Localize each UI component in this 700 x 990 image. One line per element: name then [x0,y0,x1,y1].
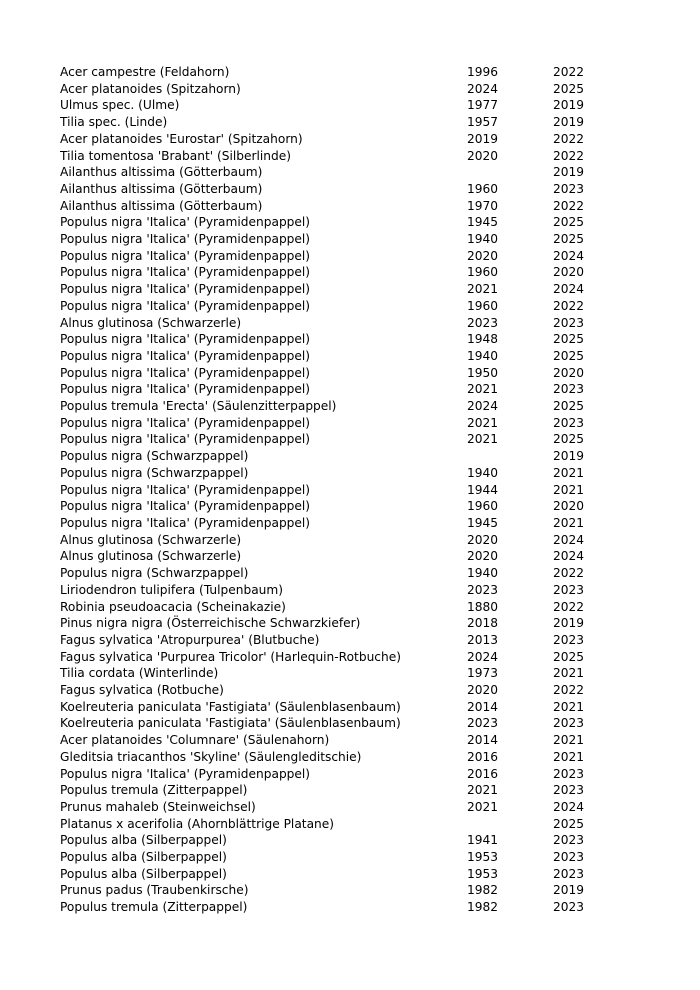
year-1-cell: 2013 [467,632,499,647]
year-2-cell: 2024 [553,248,585,263]
year-1-cell: 1950 [467,365,499,380]
year-2-cell: 2023 [553,382,585,397]
year-1-cell [467,816,553,833]
table-row [60,248,593,265]
year-2-cell: 2022 [553,683,585,698]
year-2-cell: 2022 [553,566,585,581]
tree-name-cell: Koelreuteria paniculata 'Fastigiata' (Säulenblasenbaum) [60,716,401,731]
year-2-cell: 2023 [553,866,585,881]
table-row [60,131,593,148]
year-1-cell: 2020 [467,248,499,263]
year-1-cell: 1996 [467,65,499,79]
year-1-cell: 2020 [467,549,499,564]
year-2-cell: 2021 [553,733,585,748]
year-2-cell: 2021 [553,749,585,764]
tree-name-cell: Liriodendron tulipifera (Tulpenbaum) [60,582,284,597]
year-2-cell: 2022 [553,298,585,313]
table-row [60,715,593,732]
year-1-cell: 2020 [467,532,499,547]
tree-name-cell: Populus nigra 'Italica' (Pyramidenpappel) [60,265,311,280]
table-row [60,114,593,131]
tree-name-cell: Populus nigra 'Italica' (Pyramidenpappel) [60,482,311,497]
year-2-cell: 2021 [553,482,585,497]
year-1-cell: 1941 [467,833,499,848]
table-row [60,97,593,114]
year-1-cell: 1944 [467,482,499,497]
year-2-cell: 2020 [553,365,585,380]
table-row [60,682,593,699]
year-2-cell: 2023 [553,716,585,731]
tree-name-cell: Alnus glutinosa (Schwarzerle) [60,549,242,564]
year-2-cell: 2025 [553,232,585,247]
year-1-cell: 2020 [467,683,499,698]
year-2-cell: 2022 [553,65,585,79]
table-row [60,649,593,666]
year-1-cell: 2023 [467,315,499,330]
tree-name-cell: Platanus x acerifolia (Ahornblättrige Platane) [60,816,335,831]
year-2-cell: 2019 [553,449,585,464]
tree-name-cell: Populus nigra 'Italica' (Pyramidenpappel) [60,248,311,263]
tree-name-cell: Populus nigra 'Italica' (Pyramidenpappel) [60,415,311,430]
tree-name-cell: Populus tremula (Zitterpappel) [60,900,248,915]
year-2-cell: 2019 [553,98,585,113]
tree-name-cell: Pinus nigra nigra (Österreichische Schwarzkiefer) [60,616,361,631]
tree-list-table [60,64,593,916]
table-row [60,849,593,866]
tree-name-cell: Populus nigra 'Italica' (Pyramidenpappel) [60,432,311,447]
tree-name-cell: Populus nigra 'Italica' (Pyramidenpappel) [60,766,311,781]
year-1-cell: 1982 [467,883,499,898]
year-2-cell: 2025 [553,399,585,414]
tree-name-cell: Tilia tomentosa 'Brabant' (Silberlinde) [60,148,291,163]
table-row [60,699,593,716]
table-row [60,431,593,448]
table-row [60,532,593,549]
year-1-cell: 1940 [467,465,499,480]
table-row [60,732,593,749]
year-2-cell: 2022 [553,599,585,614]
year-2-cell: 2019 [553,115,585,130]
year-1-cell: 2021 [467,382,499,397]
year-2-cell: 2025 [553,816,585,831]
year-1-cell: 2021 [467,415,499,430]
year-2-cell: 2021 [553,666,585,681]
table-row [60,448,593,465]
tree-name-cell: Acer platanoides (Spitzahorn) [60,81,241,96]
year-1-cell: 1880 [467,599,499,614]
tree-name-cell: Populus nigra 'Italica' (Pyramidenpappel) [60,365,311,380]
tree-name-cell: Prunus padus (Traubenkirsche) [60,883,249,898]
table-row [60,515,593,532]
year-1-cell: 2016 [467,766,499,781]
year-2-cell: 2024 [553,799,585,814]
year-1-cell: 1948 [467,332,499,347]
table-row [60,832,593,849]
table-row [60,749,593,766]
table-row [60,782,593,799]
year-1-cell: 1940 [467,232,499,247]
table-row [60,882,593,899]
tree-name-cell: Populus tremula 'Erecta' (Säulenzitterpappel) [60,399,337,414]
tree-name-cell: Acer platanoides 'Eurostar' (Spitzahorn) [60,131,303,146]
table-row [60,415,593,432]
year-1-cell: 2024 [467,649,499,664]
tree-name-cell: Populus nigra 'Italica' (Pyramidenpappel) [60,298,311,313]
tree-name-cell: Alnus glutinosa (Schwarzerle) [60,315,242,330]
year-1-cell: 1945 [467,515,499,530]
tree-name-cell: Fagus sylvatica 'Atropurpurea' (Blutbuche) [60,632,320,647]
tree-name-cell: Tilia spec. (Linde) [60,115,168,130]
year-1-cell: 1977 [467,98,499,113]
year-1-cell: 1953 [467,850,499,865]
table-row [60,148,593,165]
year-2-cell: 2023 [553,850,585,865]
year-2-cell: 2024 [553,549,585,564]
year-1-cell: 2024 [467,81,499,96]
tree-name-cell: Populus nigra 'Italica' (Pyramidenpappel) [60,515,311,530]
tree-name-cell: Prunus mahaleb (Steinweichsel) [60,799,256,814]
year-1-cell: 2014 [467,733,499,748]
year-2-cell: 2023 [553,766,585,781]
tree-name-cell: Populus nigra (Schwarzpappel) [60,465,249,480]
year-2-cell: 2024 [553,532,585,547]
tree-name-cell: Robinia pseudoacacia (Scheinakazie) [60,599,286,614]
table-row [60,281,593,298]
table-row [60,482,593,499]
table-row [60,214,593,231]
year-2-cell: 2025 [553,332,585,347]
tree-name-cell: Ailanthus altissima (Götterbaum) [60,181,263,196]
year-1-cell: 1960 [467,265,499,280]
year-1-cell: 1957 [467,115,499,130]
table-row [60,164,593,181]
table-row [60,465,593,482]
tree-name-cell: Populus nigra 'Italica' (Pyramidenpappel) [60,332,311,347]
year-2-cell: 2022 [553,198,585,213]
year-2-cell: 2022 [553,131,585,146]
year-2-cell: 2021 [553,515,585,530]
table-row [60,799,593,816]
year-2-cell: 2023 [553,632,585,647]
year-1-cell: 1960 [467,298,499,313]
year-2-cell: 2023 [553,315,585,330]
table-row [60,665,593,682]
year-1-cell: 1973 [467,666,499,681]
tree-name-cell: Acer campestre (Feldahorn) [60,65,230,79]
year-1-cell: 2016 [467,749,499,764]
year-1-cell: 2020 [467,148,499,163]
table-row [60,615,593,632]
table-row [60,599,593,616]
tree-name-cell: Populus tremula (Zitterpappel) [60,783,248,798]
year-2-cell: 2025 [553,348,585,363]
year-2-cell: 2020 [553,265,585,280]
table-row [60,198,593,215]
tree-name-cell: Ulmus spec. (Ulme) [60,98,180,113]
year-1-cell: 1940 [467,348,499,363]
table-row [60,264,593,281]
year-2-cell: 2019 [553,616,585,631]
year-1-cell [467,164,553,181]
tree-name-cell: Populus alba (Silberpappel) [60,850,227,865]
table-row [60,64,593,81]
tree-name-cell: Fagus sylvatica (Rotbuche) [60,683,224,698]
year-1-cell: 2019 [467,131,499,146]
table-row [60,381,593,398]
table-row [60,766,593,783]
year-1-cell: 2018 [467,616,499,631]
tree-name-cell: Populus nigra (Schwarzpappel) [60,449,249,464]
year-1-cell: 1960 [467,181,499,196]
year-1-cell: 2021 [467,432,499,447]
year-1-cell: 2021 [467,799,499,814]
table-row [60,181,593,198]
tree-name-cell: Populus nigra 'Italica' (Pyramidenpappel) [60,215,311,230]
year-1-cell: 1960 [467,499,499,514]
tree-name-cell: Ailanthus altissima (Götterbaum) [60,165,263,180]
year-2-cell: 2019 [553,165,585,180]
tree-name-cell: Populus alba (Silberpappel) [60,833,227,848]
table-row [60,816,593,833]
year-2-cell: 2023 [553,181,585,196]
year-1-cell: 2023 [467,716,499,731]
year-1-cell [467,448,553,465]
tree-name-cell: Populus nigra 'Italica' (Pyramidenpappel) [60,348,311,363]
table-row [60,348,593,365]
tree-name-cell: Gleditsia triacanthos 'Skyline' (Säulengleditschie) [60,749,362,764]
year-2-cell: 2025 [553,432,585,447]
year-1-cell: 1953 [467,866,499,881]
table-row [60,331,593,348]
table-row [60,866,593,883]
tree-list-body [60,64,593,916]
table-row [60,632,593,649]
table-row [60,565,593,582]
tree-name-cell: Populus alba (Silberpappel) [60,866,227,881]
tree-name-cell: Populus nigra 'Italica' (Pyramidenpappel) [60,499,311,514]
table-row [60,548,593,565]
table-row [60,498,593,515]
year-2-cell: 2021 [553,465,585,480]
year-1-cell: 2021 [467,783,499,798]
table-row [60,365,593,382]
year-1-cell: 1940 [467,566,499,581]
table-row [60,398,593,415]
tree-name-cell: Populus nigra 'Italica' (Pyramidenpappel) [60,282,311,297]
tree-name-cell: Koelreuteria paniculata 'Fastigiata' (Säulenblasenbaum) [60,699,401,714]
table-row [60,298,593,315]
year-2-cell: 2024 [553,282,585,297]
tree-name-cell: Populus nigra 'Italica' (Pyramidenpappel) [60,382,311,397]
year-1-cell: 2014 [467,699,499,714]
tree-name-cell: Populus nigra (Schwarzpappel) [60,566,249,581]
tree-name-cell: Tilia cordata (Winterlinde) [60,666,219,681]
tree-name-cell: Populus nigra 'Italica' (Pyramidenpappel) [60,232,311,247]
year-1-cell: 2023 [467,582,499,597]
tree-name-cell: Fagus sylvatica 'Purpurea Tricolor' (Harlequin-Rotbuche) [60,649,401,664]
table-row [60,899,593,916]
tree-name-cell: Alnus glutinosa (Schwarzerle) [60,532,242,547]
year-1-cell: 2021 [467,282,499,297]
year-2-cell: 2025 [553,215,585,230]
year-2-cell: 2025 [553,81,585,96]
table-row [60,582,593,599]
table-row [60,81,593,98]
year-2-cell: 2023 [553,582,585,597]
year-1-cell: 1945 [467,215,499,230]
year-1-cell: 1982 [467,900,499,915]
year-2-cell: 2025 [553,649,585,664]
table-row [60,231,593,248]
year-2-cell: 2023 [553,900,585,915]
year-2-cell: 2023 [553,783,585,798]
year-2-cell: 2023 [553,833,585,848]
year-1-cell: 1970 [467,198,499,213]
table-row [60,315,593,332]
year-2-cell: 2021 [553,699,585,714]
year-2-cell: 2022 [553,148,585,163]
year-1-cell: 2024 [467,399,499,414]
year-2-cell: 2023 [553,415,585,430]
year-2-cell: 2019 [553,883,585,898]
year-2-cell: 2020 [553,499,585,514]
tree-name-cell: Acer platanoides 'Columnare' (Säulenahorn) [60,733,330,748]
tree-name-cell: Ailanthus altissima (Götterbaum) [60,198,263,213]
